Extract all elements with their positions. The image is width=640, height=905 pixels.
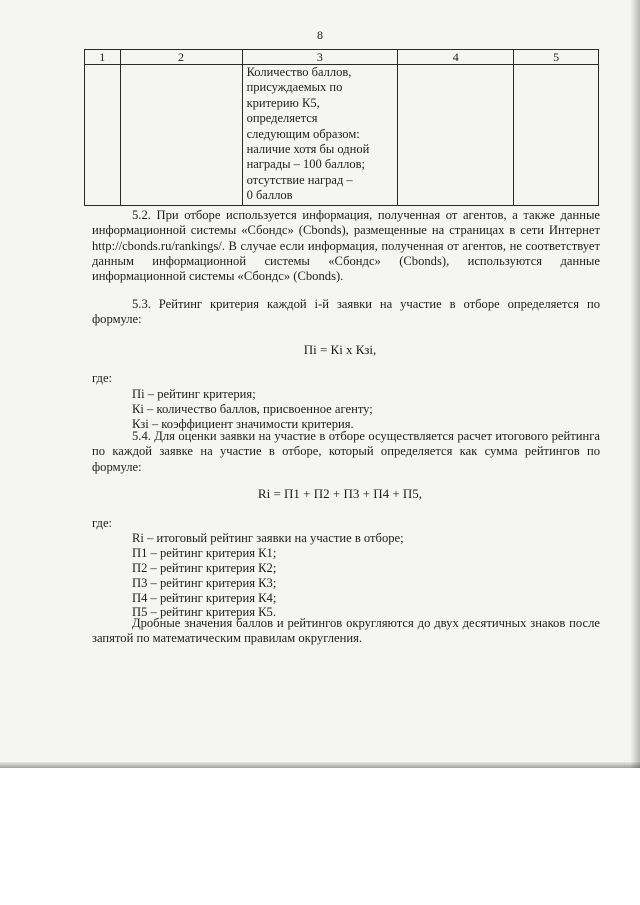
cell-line: присуждаемых по <box>246 80 343 95</box>
definition-line: Кзi – коэффициент значимости критерия. <box>132 417 354 431</box>
table-header-row <box>85 50 599 65</box>
definition-line: П2 – рейтинг критерия К2; <box>132 561 277 575</box>
cell-line: 0 баллов <box>246 188 293 203</box>
page-number: 8 <box>317 28 323 42</box>
definition-line: П1 – рейтинг критерия К1; <box>132 546 277 560</box>
definition-line: П5 – рейтинг критерия К5. <box>132 605 276 619</box>
definition-line: П3 – рейтинг критерия К3; <box>132 576 277 590</box>
cell-line: определяется <box>246 111 318 126</box>
cell-line: отсутствие наград – <box>246 172 353 187</box>
cell-line: критерию К5, <box>246 95 320 110</box>
definition-line: Кi – количество баллов, присвоенное агенту; <box>132 402 373 416</box>
table-cell-empty <box>120 65 242 206</box>
table-header-cell: 4 <box>398 50 514 65</box>
cell-line: Количество баллов, <box>246 65 352 79</box>
definition-line: П4 – рейтинг критерия К4; <box>132 591 277 605</box>
criteria-table <box>84 49 599 206</box>
paragraph-rounding: Дробные значения баллов и рейтингов округляются до двух десятичных знаков после запятой по математическим правилам округления. <box>92 616 600 646</box>
cell-line: следующим образом: <box>246 126 360 141</box>
where-label-2: где: <box>92 516 113 530</box>
cell-line: наличие хотя бы одной <box>246 142 370 157</box>
scan-edge-shadow <box>630 0 640 768</box>
table-header-cell: 3 <box>242 50 398 65</box>
table-header-cell: 1 <box>85 50 121 65</box>
table-cell-criterion-k5 <box>242 65 398 206</box>
table-cell-empty <box>85 65 121 206</box>
table-header-cell: 2 <box>120 50 242 65</box>
paragraph-5-3: 5.3. Рейтинг критерия каждой i-й заявки на участие в отборе определяется по формуле: <box>92 297 600 327</box>
table-cell-empty <box>398 65 514 206</box>
definition-line: Пi – рейтинг критерия; <box>132 387 256 401</box>
cell-line: награды – 100 баллов; <box>246 157 365 172</box>
formula-criterion-rating: Пi = Кi х Кзi, <box>303 342 377 357</box>
where-label-1: где: <box>92 371 113 385</box>
table-cell-empty <box>514 65 599 206</box>
definition-line: Ri – итоговый рейтинг заявки на участие в отборе; <box>132 531 404 545</box>
scan-bottom-edge <box>0 762 640 768</box>
table-row <box>85 65 599 206</box>
table-header-cell: 5 <box>514 50 599 65</box>
paragraph-5-2: 5.2. При отборе используется информация, полученная от агентов, а также данные информационной системы «Сбондс» (Cbonds), размещенные на страницах в сети Интернет http://cbonds.ru/rankings/. В случае если информация, полученная от агентов, не соответствует данным информационной системы «Сбондс» (Cbonds), используются данные информационной системы «Сбондс» (Cbonds). <box>92 208 600 284</box>
paragraph-5-4: 5.4. Для оценки заявки на участие в отборе осуществляется расчет итогового рейтинга по каждой заявке на участие в отборе, который определяется как сумма рейтингов по формуле: <box>92 429 600 474</box>
formula-total-rating: Ri = П1 + П2 + П3 + П4 + П5, <box>257 486 423 501</box>
